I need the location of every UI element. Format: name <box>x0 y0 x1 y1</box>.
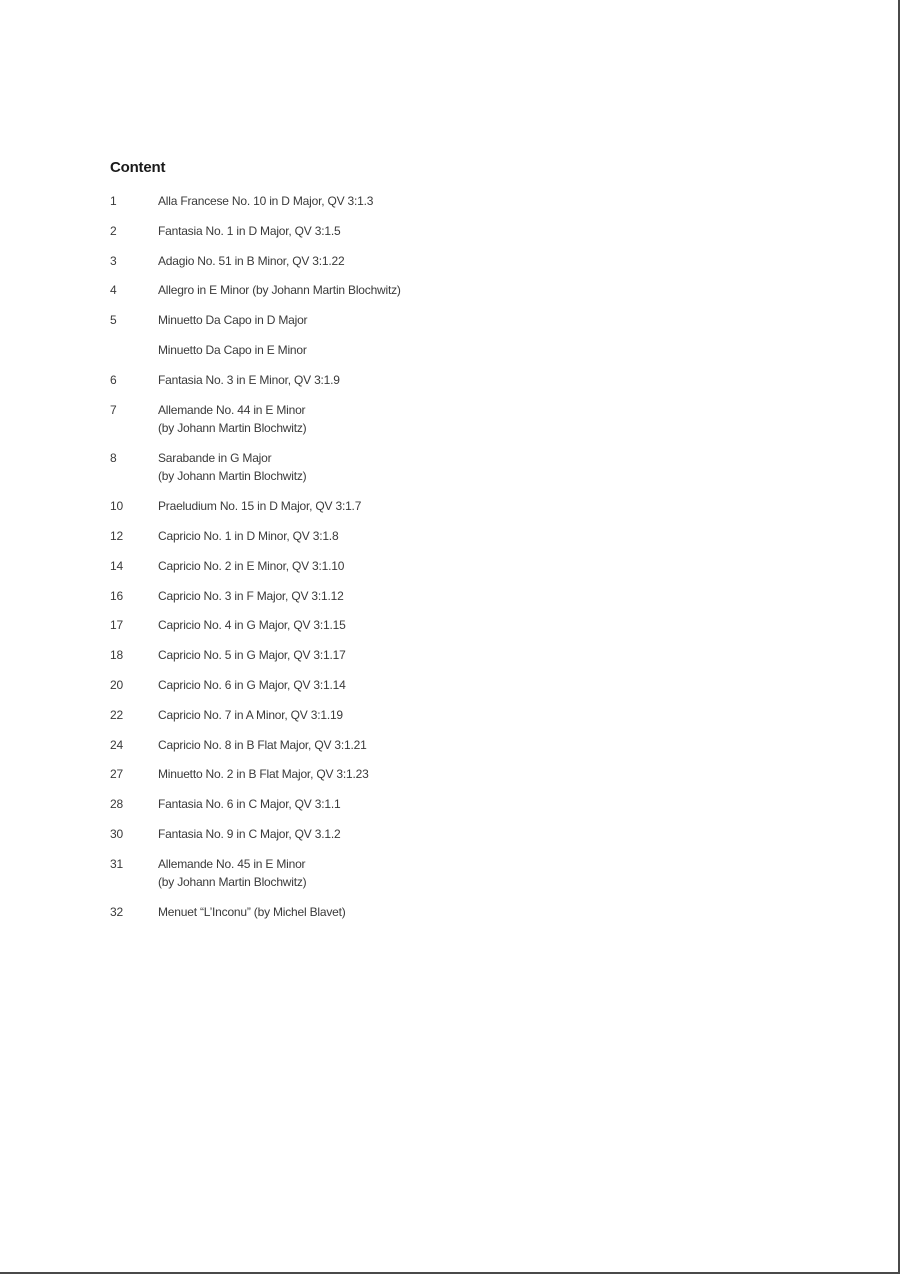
toc-entry <box>110 765 810 784</box>
toc-entry <box>110 903 810 922</box>
toc-page-number: 31 <box>110 856 123 871</box>
toc-page-number: 14 <box>110 558 123 573</box>
toc-entry <box>110 192 810 211</box>
toc-entry-title: Alla Francese No. 10 in D Major, QV 3:1.3 <box>158 194 374 208</box>
toc-entry-title: Fantasia No. 3 in E Minor, QV 3:1.9 <box>158 372 340 387</box>
toc-entry-title: Menuet “L’Inconu” (by Michel Blavet) <box>158 905 346 920</box>
toc-entry <box>110 252 810 271</box>
toc-entry <box>110 222 810 241</box>
toc-page-number: 16 <box>110 588 123 603</box>
page-title: Content <box>110 159 166 176</box>
toc-entry-title: Capricio No. 7 in A Minor, QV 3:1.19 <box>158 707 343 722</box>
toc-entry <box>110 401 810 438</box>
toc-page-number: 7 <box>110 402 117 417</box>
toc-page-number: 22 <box>110 707 123 722</box>
toc-page-number: 12 <box>110 528 123 543</box>
toc-page-number: 18 <box>110 648 123 663</box>
toc-page-number: 27 <box>110 767 123 782</box>
toc-entry-title: Minuetto No. 2 in B Flat Major, QV 3:1.23 <box>158 767 369 782</box>
toc-entry-title: Allemande No. 45 in E Minor (by Johann Martin Blochwitz) <box>158 856 307 890</box>
toc-page-number: 8 <box>110 450 117 465</box>
toc-entry <box>110 676 810 695</box>
toc-entry-title: Sarabande in G Major (by Johann Martin Blochwitz) <box>158 450 307 484</box>
toc-page-number: 3 <box>110 253 117 268</box>
toc-entry-title: Capricio No. 6 in G Major, QV 3:1.14 <box>158 677 346 692</box>
toc-page-number: 5 <box>110 313 117 328</box>
toc-entry-title: Minuetto Da Capo in D Major <box>158 313 308 328</box>
toc-entry <box>110 706 810 725</box>
toc-entry-title: Fantasia No. 9 in C Major, QV 3.1.2 <box>158 826 341 841</box>
toc-entry-title: Fantasia No. 6 in C Major, QV 3:1.1 <box>158 797 341 812</box>
toc-entry <box>110 736 810 755</box>
toc-entry <box>110 825 810 844</box>
toc-page-number: 32 <box>110 905 123 920</box>
toc-page-number: 1 <box>110 194 117 208</box>
toc-page-number: 6 <box>110 372 117 387</box>
toc-entry-title: Capricio No. 5 in G Major, QV 3:1.17 <box>158 648 346 663</box>
toc-page-number: 4 <box>110 283 117 298</box>
toc-entry-title: Capricio No. 3 in F Major, QV 3:1.12 <box>158 588 344 603</box>
toc-entry-title: Capricio No. 1 in D Minor, QV 3:1.8 <box>158 528 339 543</box>
toc-list <box>110 192 810 922</box>
toc-entry-title: Capricio No. 8 in B Flat Major, QV 3:1.21 <box>158 737 367 752</box>
toc-page-number: 28 <box>110 797 123 812</box>
toc-entry-title: Capricio No. 2 in E Minor, QV 3:1.10 <box>158 558 345 573</box>
toc-entry <box>110 557 810 576</box>
toc-entry-title: Fantasia No. 1 in D Major, QV 3:1.5 <box>158 223 341 238</box>
toc-entry <box>110 497 810 516</box>
toc-entry <box>110 616 810 635</box>
toc-entry <box>110 795 810 814</box>
toc-entry <box>110 855 810 892</box>
toc-entry <box>110 449 810 486</box>
toc-entry <box>110 311 810 330</box>
toc-entry-title: Minuetto Da Capo in E Minor <box>158 342 307 357</box>
toc-page-number: 10 <box>110 499 123 514</box>
toc-entry-title: Capricio No. 4 in G Major, QV 3:1.15 <box>158 618 346 633</box>
table-of-contents <box>110 156 810 933</box>
toc-entry <box>110 646 810 665</box>
toc-page-number: 20 <box>110 677 123 692</box>
toc-entry <box>110 587 810 606</box>
toc-entry-title: Allemande No. 44 in E Minor (by Johann Martin Blochwitz) <box>158 402 307 436</box>
toc-entry <box>110 281 810 300</box>
toc-entry <box>110 341 810 360</box>
toc-page-number: 24 <box>110 737 123 752</box>
toc-entry-title: Allegro in E Minor (by Johann Martin Blochwitz) <box>158 283 401 298</box>
toc-page-number: 17 <box>110 618 123 633</box>
toc-entry <box>110 527 810 546</box>
toc-entry <box>110 371 810 390</box>
toc-page-number: 2 <box>110 223 117 238</box>
toc-page-number: 30 <box>110 826 123 841</box>
toc-entry-title: Praeludium No. 15 in D Major, QV 3:1.7 <box>158 499 362 514</box>
toc-entry-title: Adagio No. 51 in B Minor, QV 3:1.22 <box>158 253 345 268</box>
